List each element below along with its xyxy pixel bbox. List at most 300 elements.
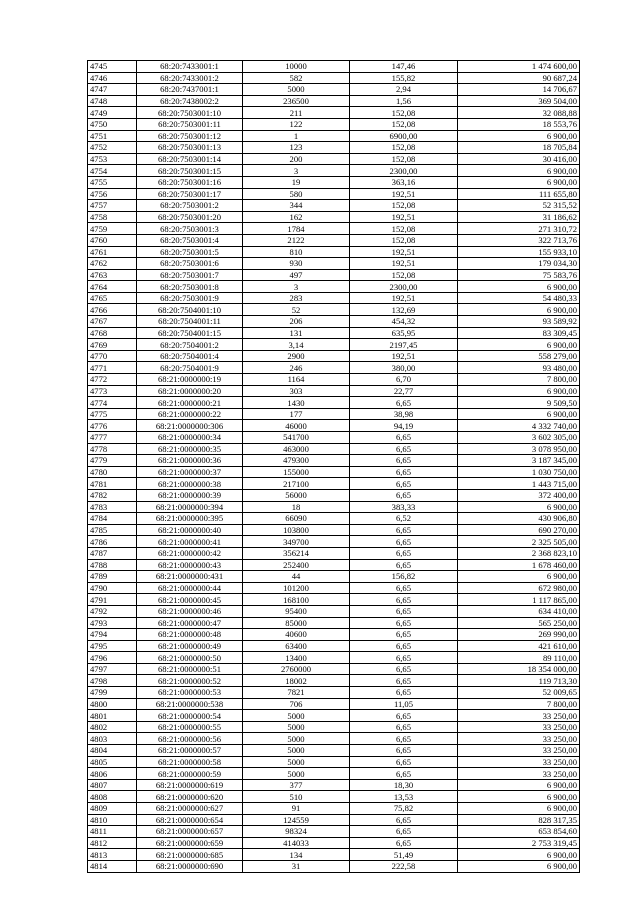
rate-cell: 6,65: [350, 605, 458, 617]
cadastral-number-cell: 68:21:0000000:620: [137, 791, 243, 803]
area-cell: 101200: [243, 582, 350, 594]
rate-cell: 6,52: [350, 513, 458, 525]
row-number-cell: 4808: [88, 791, 137, 803]
rate-cell: 152,08: [350, 118, 458, 130]
row-number-cell: 4768: [88, 327, 137, 339]
cadastral-number-cell: 68:20:7503001:20: [137, 211, 243, 223]
cadastral-number-cell: 68:21:0000000:42: [137, 547, 243, 559]
rate-cell: 192,51: [350, 246, 458, 258]
area-cell: 177: [243, 408, 350, 420]
table-row: [88, 84, 580, 96]
cadastral-number-cell: 68:20:7503001:6: [137, 258, 243, 270]
table-row: [88, 165, 580, 177]
rate-cell: 6,65: [350, 756, 458, 768]
row-number-cell: 4800: [88, 698, 137, 710]
cadastral-number-cell: 68:21:0000000:394: [137, 501, 243, 513]
table-row: [88, 350, 580, 362]
cadastral-number-cell: 68:20:7504001:11: [137, 316, 243, 328]
rate-cell: 454,32: [350, 316, 458, 328]
row-number-cell: 4809: [88, 803, 137, 815]
table-row: [88, 362, 580, 374]
rate-cell: 192,51: [350, 292, 458, 304]
cost-cell: 14 706,67: [458, 84, 580, 96]
area-cell: 2122: [243, 234, 350, 246]
rate-cell: 635,95: [350, 327, 458, 339]
row-number-cell: 4754: [88, 165, 137, 177]
area-cell: 2900: [243, 350, 350, 362]
cost-cell: 32 088,88: [458, 107, 580, 119]
cost-cell: 1 443 715,00: [458, 478, 580, 490]
cadastral-number-cell: 68:20:7504001:2: [137, 339, 243, 351]
table-row: [88, 176, 580, 188]
cost-cell: 52 315,52: [458, 200, 580, 212]
row-number-cell: 4782: [88, 489, 137, 501]
area-cell: 463000: [243, 443, 350, 455]
rate-cell: 383,33: [350, 501, 458, 513]
row-number-cell: 4788: [88, 559, 137, 571]
area-cell: 66090: [243, 513, 350, 525]
rate-cell: 75,82: [350, 803, 458, 815]
row-number-cell: 4759: [88, 223, 137, 235]
area-cell: 497: [243, 269, 350, 281]
row-number-cell: 4765: [88, 292, 137, 304]
cost-cell: 6 900,00: [458, 304, 580, 316]
row-number-cell: 4790: [88, 582, 137, 594]
table-row: [88, 837, 580, 849]
rate-cell: 152,08: [350, 269, 458, 281]
area-cell: 52: [243, 304, 350, 316]
cost-cell: 33 250,00: [458, 733, 580, 745]
area-cell: 44: [243, 571, 350, 583]
cost-cell: 6 900,00: [458, 281, 580, 293]
area-cell: 18002: [243, 675, 350, 687]
row-number-cell: 4798: [88, 675, 137, 687]
table-row: [88, 524, 580, 536]
rate-cell: 6,65: [350, 710, 458, 722]
cost-cell: 6 900,00: [458, 791, 580, 803]
cadastral-number-cell: 68:21:0000000:46: [137, 605, 243, 617]
row-number-cell: 4772: [88, 374, 137, 386]
table-row: [88, 188, 580, 200]
cost-cell: 6 900,00: [458, 165, 580, 177]
table-row: [88, 327, 580, 339]
cost-cell: 54 480,33: [458, 292, 580, 304]
table-row: [88, 211, 580, 223]
table-row: [88, 559, 580, 571]
cadastral-number-cell: 68:21:0000000:37: [137, 466, 243, 478]
cadastral-number-cell: 68:21:0000000:38: [137, 478, 243, 490]
cost-cell: 33 250,00: [458, 768, 580, 780]
rate-cell: 13,53: [350, 791, 458, 803]
cadastral-number-cell: 68:21:0000000:19: [137, 374, 243, 386]
cost-cell: 653 854,60: [458, 826, 580, 838]
cadastral-number-cell: 68:20:7503001:4: [137, 234, 243, 246]
cost-cell: 6 900,00: [458, 176, 580, 188]
row-number-cell: 4776: [88, 420, 137, 432]
area-cell: 63400: [243, 640, 350, 652]
table-row: [88, 582, 580, 594]
row-number-cell: 4810: [88, 814, 137, 826]
cadastral-number-cell: 68:21:0000000:52: [137, 675, 243, 687]
area-cell: 344: [243, 200, 350, 212]
row-number-cell: 4745: [88, 61, 137, 73]
rate-cell: 156,82: [350, 571, 458, 583]
area-cell: 123: [243, 142, 350, 154]
cadastral-number-cell: 68:21:0000000:40: [137, 524, 243, 536]
rate-cell: 6,70: [350, 374, 458, 386]
cost-cell: 90 687,24: [458, 72, 580, 84]
cost-cell: 2 368 823,10: [458, 547, 580, 559]
row-number-cell: 4769: [88, 339, 137, 351]
table-row: [88, 605, 580, 617]
table-row: [88, 536, 580, 548]
area-cell: 1430: [243, 397, 350, 409]
rate-cell: 51,49: [350, 849, 458, 861]
cadastral-number-cell: 68:20:7433001:1: [137, 61, 243, 73]
area-cell: 95400: [243, 605, 350, 617]
cost-cell: 3 602 305,00: [458, 432, 580, 444]
cadastral-number-cell: 68:21:0000000:690: [137, 860, 243, 872]
table-row: [88, 687, 580, 699]
row-number-cell: 4774: [88, 397, 137, 409]
rate-cell: 1,56: [350, 95, 458, 107]
area-cell: 5000: [243, 756, 350, 768]
row-number-cell: 4748: [88, 95, 137, 107]
rate-cell: 6,65: [350, 629, 458, 641]
cadastral-number-cell: 68:20:7503001:9: [137, 292, 243, 304]
area-cell: 103800: [243, 524, 350, 536]
cadastral-number-cell: 68:21:0000000:20: [137, 385, 243, 397]
row-number-cell: 4801: [88, 710, 137, 722]
area-cell: 930: [243, 258, 350, 270]
table-row: [88, 733, 580, 745]
cost-cell: 430 906,80: [458, 513, 580, 525]
table-row: [88, 142, 580, 154]
rate-cell: 152,08: [350, 200, 458, 212]
table-row: [88, 316, 580, 328]
area-cell: 206: [243, 316, 350, 328]
cadastral-number-cell: 68:21:0000000:50: [137, 652, 243, 664]
rate-cell: 152,08: [350, 142, 458, 154]
table-row: [88, 710, 580, 722]
row-number-cell: 4775: [88, 408, 137, 420]
rate-cell: 6,65: [350, 745, 458, 757]
table-row: [88, 721, 580, 733]
cost-cell: 33 250,00: [458, 756, 580, 768]
row-number-cell: 4762: [88, 258, 137, 270]
cost-cell: 672 980,00: [458, 582, 580, 594]
table-row: [88, 339, 580, 351]
row-number-cell: 4783: [88, 501, 137, 513]
area-cell: 19: [243, 176, 350, 188]
rate-cell: 94,19: [350, 420, 458, 432]
cost-cell: 690 270,00: [458, 524, 580, 536]
area-cell: 124559: [243, 814, 350, 826]
table-row: [88, 826, 580, 838]
rate-cell: 6,65: [350, 559, 458, 571]
cadastral-number-cell: 68:21:0000000:35: [137, 443, 243, 455]
area-cell: 5000: [243, 721, 350, 733]
table-row: [88, 571, 580, 583]
rate-cell: 222,58: [350, 860, 458, 872]
cost-cell: 7 800,00: [458, 374, 580, 386]
cadastral-number-cell: 68:20:7503001:3: [137, 223, 243, 235]
area-cell: 3: [243, 281, 350, 293]
table-row: [88, 408, 580, 420]
row-number-cell: 4794: [88, 629, 137, 641]
cadastral-number-cell: 68:20:7433001:2: [137, 72, 243, 84]
rate-cell: 6,65: [350, 652, 458, 664]
cadastral-number-cell: 68:20:7504001:4: [137, 350, 243, 362]
area-cell: 2760000: [243, 663, 350, 675]
row-number-cell: 4770: [88, 350, 137, 362]
cost-cell: 93 589,92: [458, 316, 580, 328]
rate-cell: 2197,45: [350, 339, 458, 351]
row-number-cell: 4779: [88, 455, 137, 467]
cost-cell: 179 034,30: [458, 258, 580, 270]
rate-cell: 6,65: [350, 721, 458, 733]
rate-cell: 6,65: [350, 466, 458, 478]
table-row: [88, 455, 580, 467]
row-number-cell: 4753: [88, 153, 137, 165]
area-cell: 1: [243, 130, 350, 142]
rate-cell: 6,65: [350, 397, 458, 409]
rate-cell: 152,08: [350, 107, 458, 119]
cost-cell: 634 410,00: [458, 605, 580, 617]
area-cell: 356214: [243, 547, 350, 559]
cadastral-number-cell: 68:20:7504001:15: [137, 327, 243, 339]
table-row: [88, 292, 580, 304]
row-number-cell: 4773: [88, 385, 137, 397]
cadastral-number-cell: 68:21:0000000:44: [137, 582, 243, 594]
table-row: [88, 200, 580, 212]
table-row: [88, 281, 580, 293]
area-cell: 283: [243, 292, 350, 304]
cost-cell: 3 187 345,00: [458, 455, 580, 467]
table-row: [88, 698, 580, 710]
area-cell: 5000: [243, 768, 350, 780]
table-row: [88, 803, 580, 815]
rate-cell: 363,16: [350, 176, 458, 188]
table-row: [88, 258, 580, 270]
table-row: [88, 234, 580, 246]
row-number-cell: 4757: [88, 200, 137, 212]
row-number-cell: 4764: [88, 281, 137, 293]
cadastral-number-cell: 68:21:0000000:41: [137, 536, 243, 548]
cost-cell: 6 900,00: [458, 779, 580, 791]
row-number-cell: 4814: [88, 860, 137, 872]
row-number-cell: 4802: [88, 721, 137, 733]
rate-cell: 6,65: [350, 489, 458, 501]
area-cell: 98324: [243, 826, 350, 838]
cadastral-number-cell: 68:21:0000000:395: [137, 513, 243, 525]
rate-cell: 6,65: [350, 814, 458, 826]
rate-cell: 6,65: [350, 663, 458, 675]
rate-cell: 380,00: [350, 362, 458, 374]
rate-cell: 132,69: [350, 304, 458, 316]
cadastral-number-cell: 68:21:0000000:59: [137, 768, 243, 780]
cadastral-number-cell: 68:21:0000000:685: [137, 849, 243, 861]
area-cell: 13400: [243, 652, 350, 664]
table-row: [88, 513, 580, 525]
table-row: [88, 849, 580, 861]
cost-cell: 3 078 950,00: [458, 443, 580, 455]
cadastral-number-cell: 68:21:0000000:47: [137, 617, 243, 629]
row-number-cell: 4785: [88, 524, 137, 536]
row-number-cell: 4758: [88, 211, 137, 223]
cadastral-number-cell: 68:21:0000000:53: [137, 687, 243, 699]
row-number-cell: 4771: [88, 362, 137, 374]
area-cell: 1784: [243, 223, 350, 235]
cadastral-number-cell: 68:21:0000000:56: [137, 733, 243, 745]
area-cell: 155000: [243, 466, 350, 478]
cadastral-number-cell: 68:20:7503001:12: [137, 130, 243, 142]
cadastral-number-cell: 68:20:7503001:2: [137, 200, 243, 212]
row-number-cell: 4799: [88, 687, 137, 699]
cost-cell: 155 933,10: [458, 246, 580, 258]
table-row: [88, 397, 580, 409]
cadastral-number-cell: 68:21:0000000:39: [137, 489, 243, 501]
cadastral-number-cell: 68:21:0000000:58: [137, 756, 243, 768]
registry-table-body: [88, 61, 580, 873]
table-row: [88, 675, 580, 687]
cadastral-number-cell: 68:20:7503001:8: [137, 281, 243, 293]
rate-cell: 6,65: [350, 837, 458, 849]
table-row: [88, 107, 580, 119]
row-number-cell: 4763: [88, 269, 137, 281]
row-number-cell: 4747: [88, 84, 137, 96]
area-cell: 7821: [243, 687, 350, 699]
table-row: [88, 640, 580, 652]
cadastral-number-cell: 68:21:0000000:657: [137, 826, 243, 838]
table-row: [88, 385, 580, 397]
rate-cell: 192,51: [350, 211, 458, 223]
cadastral-number-cell: 68:21:0000000:431: [137, 571, 243, 583]
rate-cell: 18,30: [350, 779, 458, 791]
rate-cell: 6,65: [350, 524, 458, 536]
area-cell: 85000: [243, 617, 350, 629]
cost-cell: 18 553,76: [458, 118, 580, 130]
rate-cell: 38,98: [350, 408, 458, 420]
rate-cell: 6,65: [350, 478, 458, 490]
area-cell: 377: [243, 779, 350, 791]
area-cell: 5000: [243, 745, 350, 757]
cadastral-number-cell: 68:21:0000000:43: [137, 559, 243, 571]
area-cell: 706: [243, 698, 350, 710]
row-number-cell: 4761: [88, 246, 137, 258]
rate-cell: 6,65: [350, 547, 458, 559]
cost-cell: 6 900,00: [458, 849, 580, 861]
rate-cell: 6,65: [350, 675, 458, 687]
rate-cell: 6,65: [350, 617, 458, 629]
area-cell: 91: [243, 803, 350, 815]
cadastral-number-cell: 68:21:0000000:55: [137, 721, 243, 733]
rate-cell: 152,08: [350, 153, 458, 165]
area-cell: 3,14: [243, 339, 350, 351]
area-cell: 217100: [243, 478, 350, 490]
row-number-cell: 4792: [88, 605, 137, 617]
cost-cell: 6 900,00: [458, 803, 580, 815]
row-number-cell: 4807: [88, 779, 137, 791]
cost-cell: 6 900,00: [458, 385, 580, 397]
area-cell: 10000: [243, 61, 350, 73]
row-number-cell: 4789: [88, 571, 137, 583]
area-cell: 40600: [243, 629, 350, 641]
area-cell: 162: [243, 211, 350, 223]
cost-cell: 6 900,00: [458, 860, 580, 872]
row-number-cell: 4813: [88, 849, 137, 861]
cost-cell: 558 279,00: [458, 350, 580, 362]
table-row: [88, 118, 580, 130]
table-row: [88, 72, 580, 84]
table-row: [88, 814, 580, 826]
row-number-cell: 4797: [88, 663, 137, 675]
rate-cell: 6900,00: [350, 130, 458, 142]
table-row: [88, 420, 580, 432]
area-cell: 134: [243, 849, 350, 861]
area-cell: 5000: [243, 84, 350, 96]
row-number-cell: 4777: [88, 432, 137, 444]
area-cell: 200: [243, 153, 350, 165]
table-row: [88, 223, 580, 235]
table-row: [88, 130, 580, 142]
cadastral-number-cell: 68:21:0000000:659: [137, 837, 243, 849]
table-row: [88, 652, 580, 664]
table-row: [88, 246, 580, 258]
cadastral-number-cell: 68:20:7503001:15: [137, 165, 243, 177]
rate-cell: 11,05: [350, 698, 458, 710]
cost-cell: 1 030 750,00: [458, 466, 580, 478]
cost-cell: 271 310,72: [458, 223, 580, 235]
cadastral-number-cell: 68:20:7503001:7: [137, 269, 243, 281]
table-row: [88, 153, 580, 165]
area-cell: 46000: [243, 420, 350, 432]
cost-cell: 6 900,00: [458, 571, 580, 583]
rate-cell: 147,46: [350, 61, 458, 73]
table-row: [88, 269, 580, 281]
rate-cell: 6,65: [350, 640, 458, 652]
area-cell: 303: [243, 385, 350, 397]
table-row: [88, 791, 580, 803]
table-row: [88, 617, 580, 629]
area-cell: 168100: [243, 594, 350, 606]
cost-cell: 119 713,30: [458, 675, 580, 687]
rate-cell: 2300,00: [350, 281, 458, 293]
rate-cell: 6,65: [350, 432, 458, 444]
rate-cell: 6,65: [350, 768, 458, 780]
cost-cell: 75 583,76: [458, 269, 580, 281]
row-number-cell: 4778: [88, 443, 137, 455]
row-number-cell: 4803: [88, 733, 137, 745]
table-row: [88, 745, 580, 757]
table-row: [88, 501, 580, 513]
row-number-cell: 4752: [88, 142, 137, 154]
area-cell: 1164: [243, 374, 350, 386]
cost-cell: 6 900,00: [458, 130, 580, 142]
area-cell: 414033: [243, 837, 350, 849]
cost-cell: 31 186,62: [458, 211, 580, 223]
cadastral-number-cell: 68:21:0000000:34: [137, 432, 243, 444]
rate-cell: 6,65: [350, 536, 458, 548]
row-number-cell: 4795: [88, 640, 137, 652]
area-cell: 5000: [243, 733, 350, 745]
cadastral-number-cell: 68:20:7504001:10: [137, 304, 243, 316]
cadastral-number-cell: 68:21:0000000:21: [137, 397, 243, 409]
row-number-cell: 4784: [88, 513, 137, 525]
rate-cell: 6,65: [350, 455, 458, 467]
row-number-cell: 4793: [88, 617, 137, 629]
cadastral-number-cell: 68:20:7438002:2: [137, 95, 243, 107]
